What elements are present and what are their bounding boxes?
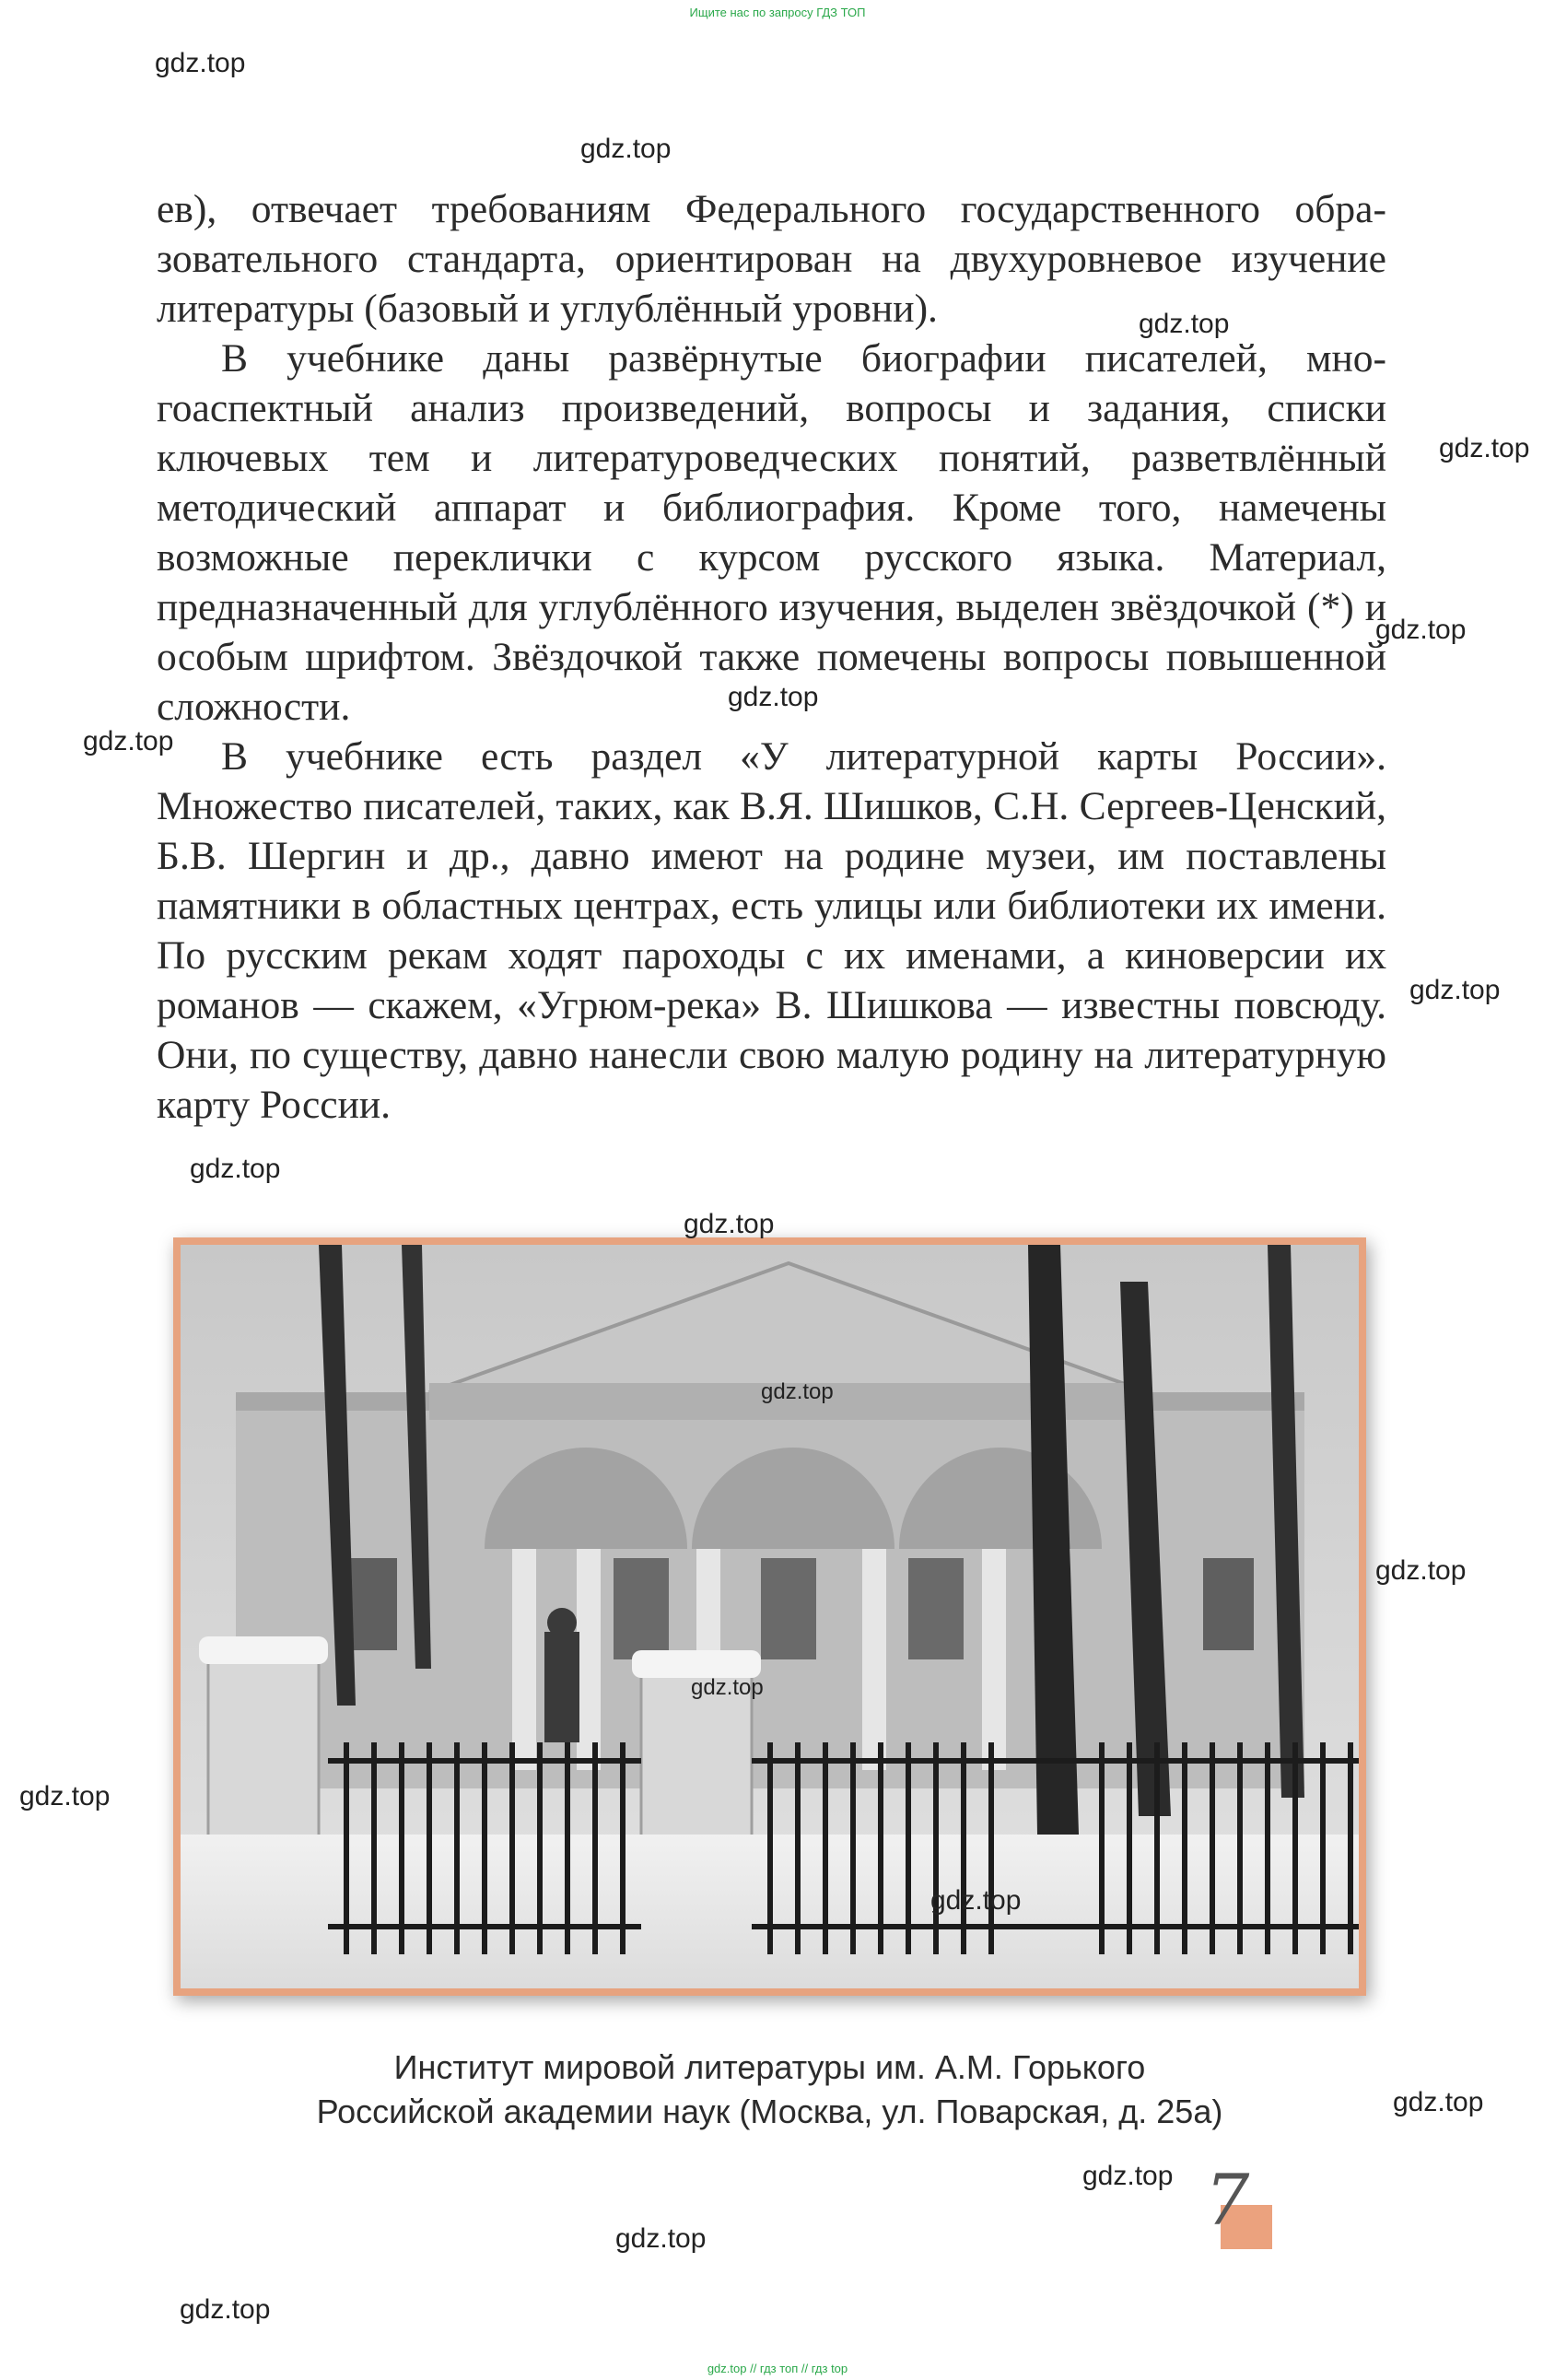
watermark: gdz.top [761, 1379, 834, 1404]
watermark: gdz.top [691, 1675, 764, 1700]
caption-line-2: Российской академии наук (Москва, ул. Поварская, д. 25а) [316, 2093, 1223, 2130]
watermark: gdz.top [615, 2223, 707, 2254]
photo-caption [173, 2046, 1366, 2134]
watermark: gdz.top [1393, 2087, 1484, 2117]
watermark: gdz.top [180, 2294, 271, 2325]
paragraph-2: В учебнике даны развёрнутые биографии писателей, многоаспектный анализ произведений, вопросы и задания, списки ключевых тем и литературоведческих понятий, разветвлённый методический аппарат и библиография. Кроме того, намечены возможные переклички с курсом русского языка. Материал, предназначенный для углублённого изучения, выделен звёздочкой (*) и особым шрифтом. Звёздочкой также помечены вопросы повышенной сложности. [157, 336, 1386, 729]
watermark: gdz.top [190, 1154, 281, 1184]
watermark: gdz.top [1375, 1555, 1467, 1586]
paragraph-3: В учебнике есть раздел «У литературной карты России». Множество писателей, таких, как В.Я. Шишков, С.Н. Сергеев-Ценский, Б.В. Шергин и др., давно имеют на родине музеи, им поставлены памятники в областных центрах, есть улицы или библиотеки их имени. По русским рекам ходят пароходы с их именами, а киноверсии их романов — скажем, «Угрюм-река» В. Шишкова — известны повсюду. Они, по существу, давно нанесли свою малую родину на литературную карту России. [157, 734, 1386, 1127]
watermark: gdz.top [83, 726, 174, 756]
page-number: 7 [1205, 2159, 1250, 2241]
watermark: gdz.top [1375, 615, 1467, 645]
caption-line-1: Институт мировой литературы им. А.М. Горького [393, 2048, 1146, 2086]
paragraph-1: ев), отвечает требованиям Федерального государственного образовательного стандарта, ориентирован на двухуровневое изучение литературы (базовый и углублённый уровни). [157, 187, 1386, 331]
building-photo-illustration [181, 1245, 1359, 1988]
watermark: gdz.top [684, 1209, 775, 1239]
watermark: gdz.top [930, 1885, 1022, 1916]
watermark: gdz.top [155, 48, 246, 78]
watermark: gdz.top [1409, 975, 1501, 1005]
watermark: gdz.top [1139, 309, 1230, 339]
watermark: gdz.top [728, 682, 819, 712]
watermark: gdz.top [19, 1781, 111, 1811]
watermark: gdz.top [580, 134, 672, 164]
watermark: gdz.top [1439, 433, 1530, 463]
bottom-banner: gdz.top // гдз топ // гдз top [707, 2362, 848, 2375]
top-banner: Ищите нас по запросу ГДЗ ТОП [689, 6, 866, 19]
building-photo [173, 1237, 1366, 1996]
watermark: gdz.top [1082, 2161, 1174, 2191]
